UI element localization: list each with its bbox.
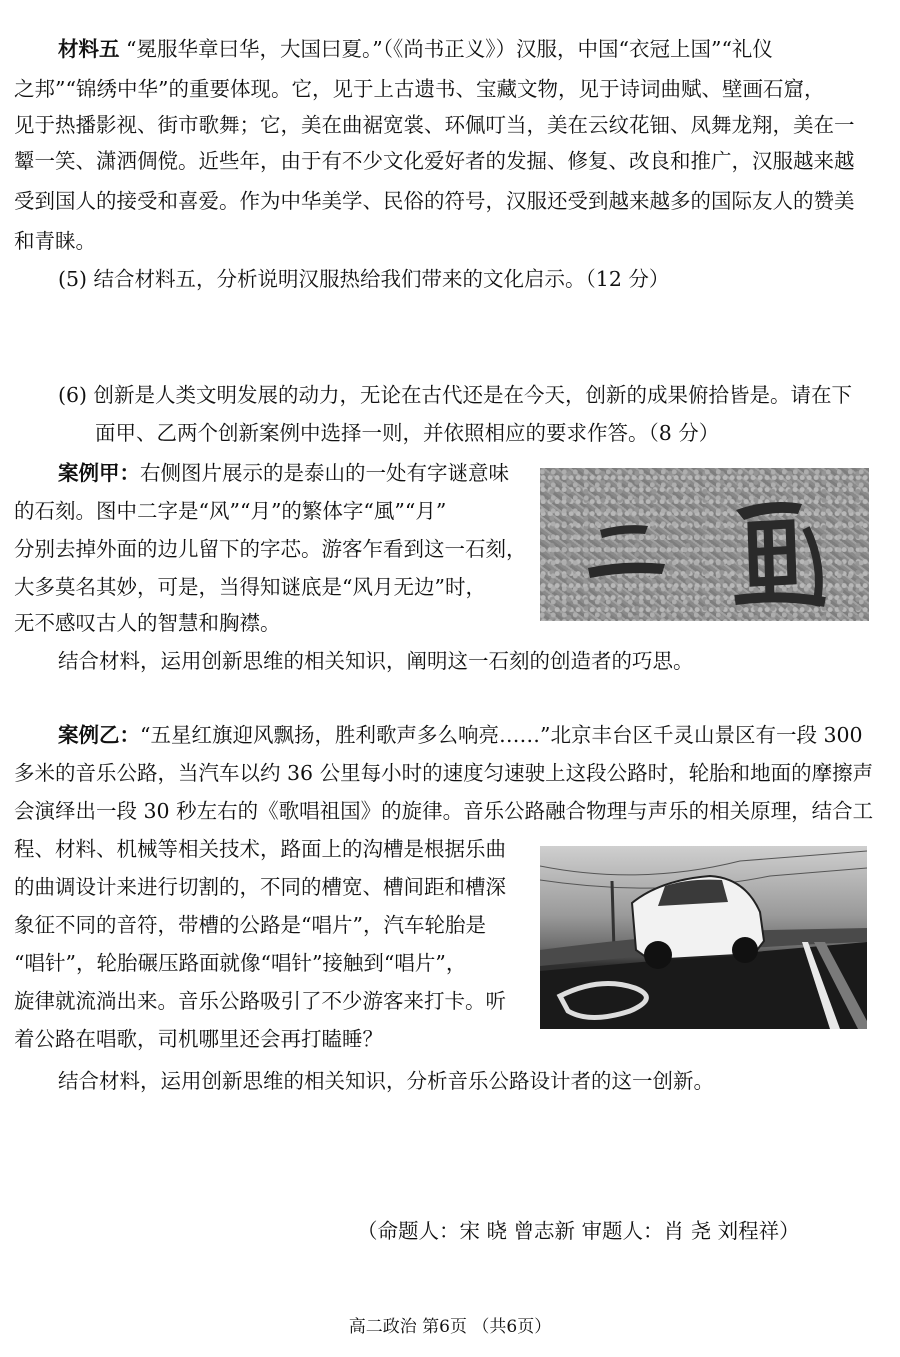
material5-line-5: 受到国人的接受和喜爱。作为中华美学、民俗的符号，汉服还受到越来越多的国际友人的赞美 <box>14 189 855 213</box>
credits: （命题人：宋 晓 曾志新 审题人：肖 尧 刘程祥） <box>357 1219 800 1243</box>
case-a-line-4: 大多莫名其妙，可是，当得知谜底是“风月无边”时， <box>14 575 486 599</box>
material5-line-3: 见于热播影视、街市歌舞；它，美在曲裾宽裳、环佩叮当，美在云纹花钿、凤舞龙翔，美在一 <box>14 113 855 137</box>
question-6-line-1: (6) 创新是人类文明发展的动力，无论在古代还是在今天，创新的成果俯拾皆是。请在下 <box>58 383 853 407</box>
music-road-image <box>540 846 867 1029</box>
case-b-line-4: 程、材料、机械等相关技术，路面上的沟槽是根据乐曲 <box>14 837 506 861</box>
case-b-task: 结合材料，运用创新思维的相关知识，分析音乐公路设计者的这一创新。 <box>58 1069 714 1093</box>
case-a-line-3: 分别去掉外面的边儿留下的字芯。游客乍看到这一石刻， <box>14 537 527 561</box>
case-b-line-6: 象征不同的音符，带槽的公路是“唱片”，汽车轮胎是 <box>14 913 486 937</box>
material5-line-6: 和青睐。 <box>14 229 96 253</box>
case-b-line-5: 的曲调设计来进行切割的，不同的槽宽、槽间距和槽深 <box>14 875 506 899</box>
stone-carving-image <box>540 468 869 621</box>
case-a-line-5: 无不感叹古人的智慧和胸襟。 <box>14 611 281 635</box>
material5-label: 材料五 <box>58 37 120 61</box>
case-b-line-3: 会演绎出一段 30 秒左右的《歌唱祖国》的旋律。音乐公路融合物理与声乐的相关原理，结合工 <box>14 799 874 823</box>
case-a-task: 结合材料，运用创新思维的相关知识，阐明这一石刻的创造者的巧思。 <box>58 649 694 673</box>
music-road-drawing <box>540 846 867 1029</box>
case-a-label: 案例甲： <box>58 461 140 485</box>
case-b-line-7: “唱针”，轮胎碾压路面就像“唱针”接触到“唱片”， <box>14 951 467 975</box>
stone-carving-drawing <box>540 468 869 621</box>
case-a-line-1: 案例甲：右侧图片展示的是泰山的一处有字谜意味 <box>58 461 509 485</box>
case-a-line-2: 的石刻。图中二字是“风”“月”的繁体字“風”“月” <box>14 499 447 523</box>
case-b-label: 案例乙： <box>58 723 140 747</box>
case-b-line-9: 着公路在唱歌，司机哪里还会再打瞌睡？ <box>14 1027 383 1051</box>
question-5: (5) 结合材料五，分析说明汉服热给我们带来的文化启示。（12 分） <box>58 267 670 291</box>
material5-line-2: 之邦”“锦绣中华”的重要体现。它，见于上古遗书、宝藏文物，见于诗词曲赋、壁画石窟， <box>14 77 825 101</box>
case-b-line-2: 多米的音乐公路，当汽车以约 36 公里每小时的速度匀速驶上这段公路时，轮胎和地面的摩擦声 <box>14 761 874 785</box>
material5-line-4: 颦一笑、潇洒倜傥。近些年，由于有不少文化爱好者的发掘、修复、改良和推广，汉服越来越 <box>14 149 855 173</box>
material5-line-1: 材料五 “冕服华章曰华，大国曰夏。”（《尚书正义》）汉服，中国“衣冠上国”“礼仪 <box>58 37 773 61</box>
case-b-line-8: 旋律就流淌出来。音乐公路吸引了不少游客来打卡。听 <box>14 989 506 1013</box>
case-b-line-1: 案例乙：“五星红旗迎风飘扬，胜利歌声多么响亮……”北京丰台区千灵山景区有一段 300 <box>58 723 863 747</box>
page-footer: 高二政治 第6页 （共6页） <box>348 1317 552 1337</box>
question-6-line-2: 面甲、乙两个创新案例中选择一则，并依照相应的要求作答。（8 分） <box>95 421 720 445</box>
